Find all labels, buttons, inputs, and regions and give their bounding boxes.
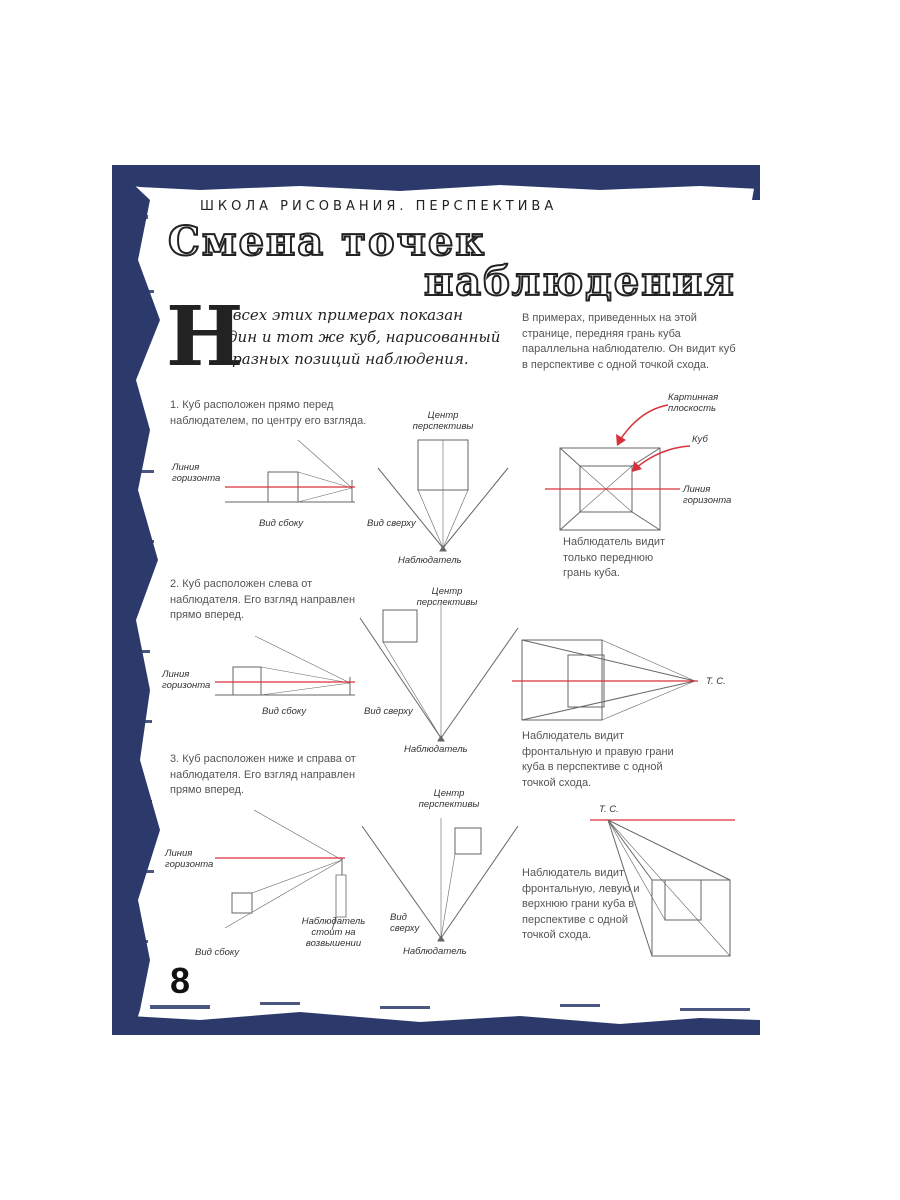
section1-top-view-label: Вид сверху	[367, 518, 416, 529]
page-number: 8	[170, 960, 191, 1001]
section1-right-horizon-label: Линия горизонта	[683, 484, 732, 506]
section3-side-view	[215, 810, 346, 930]
section2-observer-label: Наблюдатель	[404, 744, 468, 755]
section1-center-label: Центр перспективы	[412, 410, 474, 432]
section2-side-view-label: Вид сбоку	[262, 706, 307, 717]
section2-vp-label: Т. С.	[706, 676, 726, 687]
section1-side-view-label: Вид сбоку	[259, 518, 304, 529]
section3-elevated-label: Наблюдатель стоит на возвышении	[301, 916, 366, 949]
intro-text: а всех этих примерах показан один и тот же куб, нарисованный с разных позиций наблюдения.	[219, 306, 501, 368]
section2-perspective	[512, 640, 698, 720]
section2-center-label: Центр перспективы	[416, 586, 478, 608]
cube-label: Куб	[692, 434, 708, 445]
section3-caption: 3. Куб расположен ниже и справа от наблюдателя. Его взгляд направлен прямо вперед.	[170, 753, 356, 796]
side-note: В примерах, приведенных на этой странице, передняя грань куба параллельна наблюдателю. Он видит куб в перспективе с одной точкой схода.	[522, 312, 736, 371]
section3-side-view-label: Вид сбоку	[195, 947, 240, 958]
series-header: ШКОЛА РИСОВАНИЯ. ПЕРСПЕКТИВА	[200, 199, 558, 214]
section1-side-view	[225, 440, 355, 502]
section1-top-view	[378, 440, 508, 551]
section2-caption: 2. Куб расположен слева от наблюдателя. Его взгляд направлен прямо вперед.	[170, 578, 356, 621]
intro-dropcap: Н	[166, 289, 244, 385]
page-title-line1: Смена точек	[168, 218, 487, 265]
page-title-line2: наблюдения	[424, 258, 736, 305]
section2-result: Наблюдатель видит фронтальную и правую грани куба в перспективе с одной точкой схода.	[522, 730, 674, 789]
section3-top-view-label: Вид сверху	[390, 912, 420, 934]
section1-horizon-label: Линия горизонта	[172, 462, 221, 484]
picture-plane-label: Картинная плоскость	[668, 392, 719, 414]
section2-horizon-label: Линия горизонта	[162, 669, 211, 691]
section1-observer-label: Наблюдатель	[398, 555, 462, 566]
section2-side-view	[215, 636, 355, 695]
section2-top-view-label: Вид сверху	[364, 706, 413, 717]
section3-top-view	[362, 818, 518, 941]
section3-horizon-label: Линия горизонта	[165, 848, 214, 870]
section1-perspective	[545, 405, 690, 530]
section3-result: Наблюдатель видит фронтальную, левую и верхнюю грани куба в перспективе с одной точкой схода.	[522, 867, 640, 941]
section1-result: Наблюдатель видит только переднюю грань куба.	[563, 536, 666, 579]
section3-vp-label: Т. С.	[599, 804, 619, 815]
section1-caption: 1. Куб расположен прямо перед наблюдателем, по центру его взгляда.	[170, 399, 367, 427]
section3-observer-label: Наблюдатель	[403, 946, 467, 957]
section3-center-label: Центр перспективы	[418, 788, 480, 810]
section2-top-view	[360, 602, 518, 741]
